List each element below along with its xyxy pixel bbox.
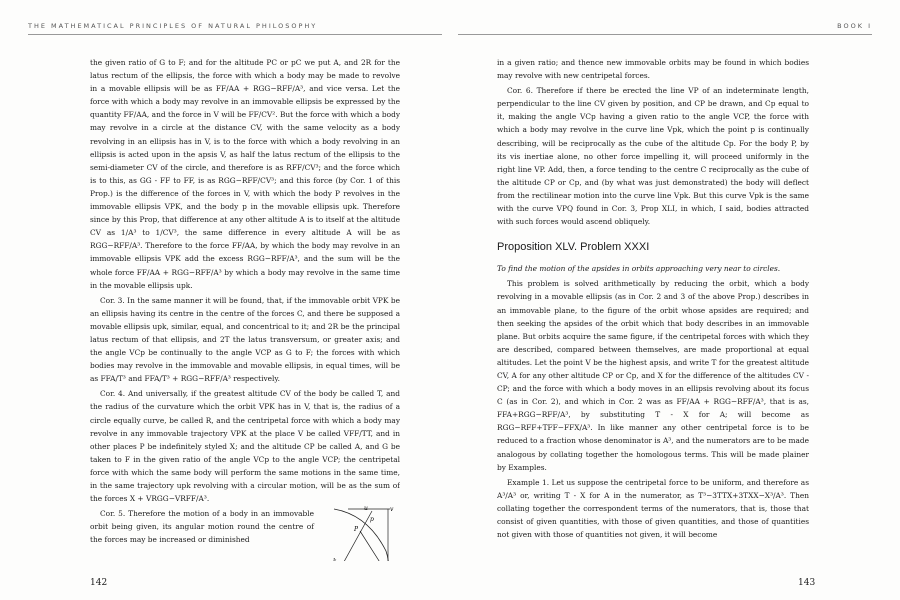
left-paragraph-cor4: Cor. 4. And universally, if the greatest altitude CV of the body be called T, and the radius of the curvature which the orbit VPK has in V, that is, the radius of a circle equally curve, be called R, and the centripetal force with which a body may revolve in any immovable trajectory VPK at the place V be called VFF/TT, and in other places P be indefinitely styled X; and the altitude CP be called A, and G be taken to F in the given ratio of the angle VCp to the angle VCP; the centripetal force with which the same body will perform the same motions in the same time, in the same trajectory upk revolving with a circular motion, will be as the sum of the forces X + VRGG−VRFF/A³. xyxy=(90,389,400,504)
orbit-diagram: v u p P k K C xyxy=(333,505,395,582)
right-page xyxy=(497,56,809,561)
right-paragraph-solution: This problem is solved arithmetically by reducing the orbit, which a body revolving in a movable ellipsis (as in Cor. 2 and 3 of the above Prop.) describes in an immovable plane, to the figure of the orbit whose apsides are required; and then seeking the apsides of the orbit which that body describes in an immovable plane. But orbits acquire the same figure, if the centripetal forces with which they are described, compared between themselves, are made proportional at equal altitudes. Let the point V be the highest apsis, and write T for the greatest altitude CV, A for any other altitude CP or Cp, and X for the difference of the altitudes CV - CP; and the force with which a body moves in an ellipsis revolving about its focus C (as in Cor. 2), and which in Cor. 2 was as FF/AA + RGG−RFF/A³, that is as, FFA+RGG−RFF/A³, by substituting T - X for A; will become as RGG−RFF+TFF−FFX/A³. In like manner any other centripetal force is to be reduced to a fraction whose denominator is A³, and the numerators are to be made analogous by collating together the homologous terms. This will be made plainer by Examples. xyxy=(497,279,809,472)
page-number-right: 143 xyxy=(798,578,816,588)
header-rule-left xyxy=(28,34,442,35)
right-paragraph-cor6: Cor. 6. Therefore if there be erected the line VP of an indeterminate length, perpendicular to the line CV given by position, and CP be drawn, and Cp equal to it, making the angle VCp having a given ratio to the angle VCP, the force with which a body may revolve in the curve line Vpk, which the point p is continually describing, will be reciprocally as the cube of the altitude Cp. For the body P, by its vis inertiae alone, no other force impelling it, will proceed uniformly in the right line VP. Add, then, a force tending to the centre C reciprocally as the cube of the altitude CP or Cp, and (by what was just demonstrated) the body will deflect from the rectilinear motion into the curve line Vpk. But this curve Vpk is the same with the curve VPQ found in Cor. 3, Prop XLI, in which, I said, bodies attracted with such forces would ascend obliquely. xyxy=(497,86,809,227)
left-page xyxy=(90,56,400,582)
running-header-left: THE MATHEMATICAL PRINCIPLES OF NATURAL PHILOSOPHY xyxy=(28,22,318,30)
running-header-right: BOOK I xyxy=(837,22,872,30)
right-paragraph-1: in a given ratio; and thence new immovable orbits may be found in which bodies may revolve with new centripetal forces. xyxy=(497,58,809,81)
figure-label-v: v xyxy=(390,506,394,514)
proposition-heading: Proposition XLV. Problem XXXI xyxy=(497,241,650,254)
figure-label-p: p xyxy=(370,516,374,524)
proposition-subtitle: To find the motion of the apsides in orbits approaching very near to circles. xyxy=(497,264,781,274)
figure-label-P: P xyxy=(354,526,359,534)
header-rule-right xyxy=(458,34,872,35)
figure-label-u: u xyxy=(364,505,368,513)
left-paragraph-cor5: Cor. 5. Therefore the motion of a body in an immovable orbit being given, its angular motion round the centre of the forces may be increased or diminished xyxy=(90,509,314,545)
page-number-left: 142 xyxy=(90,578,108,588)
left-paragraph-cor3: Cor. 3. In the same manner it will be found, that, if the immovable orbit VPK be an ellipsis having its centre in the centre of the forces C, and there be supposed a movable ellipsis upk, similar, equal, and concentrical to it; and 2R be the principal latus rectum of that ellipsis, and 2T the latus transversum, or greater axis; and the angle VCp be continually to the angle VCP as G to F; the forces with which bodies may revolve in the immovable and movable ellipsis, in equal times, will be as FFA/T³ and FFA/T³ + RGG−RFF/A³ respectively. xyxy=(90,295,400,384)
figure-block xyxy=(90,505,400,582)
right-paragraph-example1: Example 1. Let us suppose the centripetal force to be uniform, and therefore as A³/A³ or, writing T - X for A in the numerator, as T³−3TTX+3TXX−X³/A³. Then collating together the correspondent terms of the numerators, that is, those that consist of given quantities, with those of given quantities, and those of quantities not given with those of quantities not given, it will become xyxy=(497,477,809,540)
left-paragraph-1: the given ratio of G to F; and for the altitude PC or pC we put A, and 2R for the latus rectum of the ellipsis, the force with which a body may be made to revolve in a movable ellipsis will be as FF/AA + RGG−RFF/A³, and vice versa. Let the force with which a body may revolve in an immovable ellipsis be expressed by the quantity FF/AA, and the force in V will be FF/CV². But the force with which a body may revolve in a circle at the distance CV, with the same velocity as a body revolving in an ellipsis has in V, is to the force with which a body revolving in an ellipsis is acted upon in the apsis V, as half the latus rectum of the ellipsis to the semi-diameter CV of the circle, and therefore is as RFF/CV³; and the force which is to this, as GG - FF to FF, is as RGG−RFF/CV³; and this force (by Cor. 1 of this Prop.) is the difference of the forces in V, with which the body P revolves in the immovable ellipsis VPK, and the body p in the movable ellipsis upk. Therefore since by this Prop, that difference at any other altitude A is to itself at the altitude CV as 1/A³ to 1/CV³, the same difference in every altitude A will be as RGG−RFF/A³. Therefore to the force FF/AA, by which the body may revolve in an immovable ellipsis VPK add the excess RGG−RFF/A³, and the sum will be the whole force FF/AA + RGG−RFF/A³ by which a body may revolve in the same time in the movable ellipsis upk. xyxy=(90,58,400,290)
figure-label-k: k xyxy=(333,558,337,566)
